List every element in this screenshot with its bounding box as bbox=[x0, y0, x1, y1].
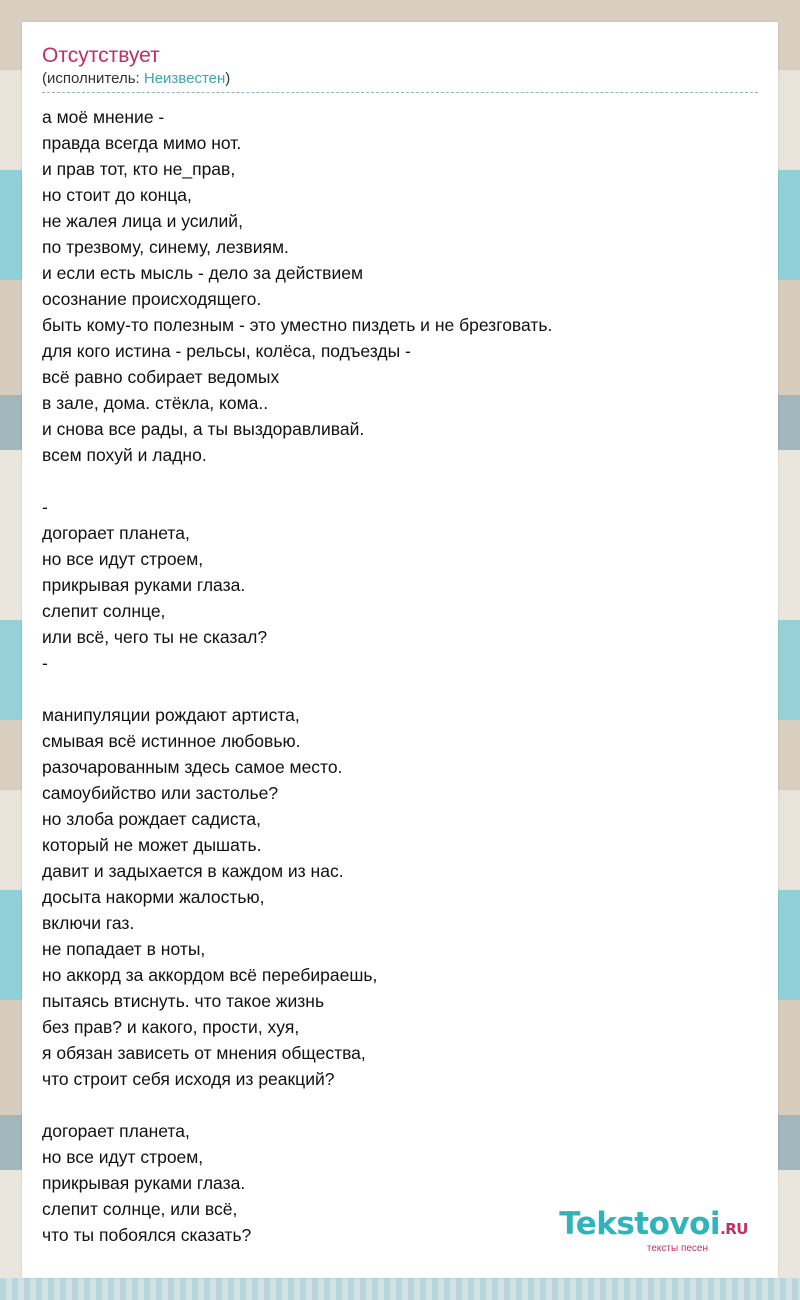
lyric-line: для кого истина - рельсы, колёса, подъезды - bbox=[42, 341, 411, 361]
lyric-line: - bbox=[42, 497, 48, 517]
performer-prefix: (исполнитель: bbox=[42, 70, 144, 87]
lyric-line: не жалея лица и усилий, bbox=[42, 211, 243, 231]
lyric-line: что ты побоялся сказать? bbox=[42, 1225, 252, 1245]
lyric-line: но стоит до конца, bbox=[42, 185, 192, 205]
lyric-line: правда всегда мимо нот. bbox=[42, 133, 242, 153]
lyric-blank-line bbox=[42, 1092, 758, 1118]
lyric-line: давит и задыхается в каждом из нас. bbox=[42, 861, 344, 881]
lyric-line: я обязан зависеть от мнения общества, bbox=[42, 1043, 366, 1063]
site-watermark[interactable] bbox=[538, 1206, 748, 1256]
watermark-subtitle: тексты песен bbox=[646, 1243, 708, 1254]
background-stripe-bottom bbox=[0, 1278, 800, 1300]
lyric-line: манипуляции рождают артиста, bbox=[42, 705, 300, 725]
lyric-line: прикрывая руками глаза. bbox=[42, 575, 246, 595]
lyric-line: слепит солнце, bbox=[42, 601, 166, 621]
lyric-line: но злоба рождает садиста, bbox=[42, 809, 262, 829]
lyric-line: который не может дышать. bbox=[42, 835, 262, 855]
lyric-line: самоубийство или застолье? bbox=[42, 783, 279, 803]
lyric-line: но все идут строем, bbox=[42, 1147, 204, 1167]
lyric-line: но все идут строем, bbox=[42, 549, 204, 569]
lyric-line: догорает планета, bbox=[42, 1121, 190, 1141]
lyric-line: разочарованным здесь самое место. bbox=[42, 757, 343, 777]
watermark-logo bbox=[538, 1206, 748, 1247]
lyric-line: но аккорд за аккордом всё перебираешь, bbox=[42, 965, 378, 985]
lyric-line: прикрывая руками глаза. bbox=[42, 1173, 246, 1193]
lyric-line: смывая всё истинное любовью. bbox=[42, 731, 301, 751]
performer-suffix: ) bbox=[225, 70, 231, 87]
lyric-line: всё равно собирает ведомых bbox=[42, 367, 280, 387]
lyric-line: и если есть мысль - дело за действием bbox=[42, 263, 363, 283]
lyric-line: быть кому-то полезным - это уместно пиздеть и не брезговать. bbox=[42, 315, 553, 335]
watermark-tld: .RU bbox=[720, 1220, 748, 1238]
performer-link[interactable]: Неизвестен bbox=[143, 70, 226, 87]
lyrics-body bbox=[42, 104, 758, 1248]
performer-line bbox=[42, 70, 758, 88]
lyric-line: догорает планета, bbox=[42, 523, 190, 543]
lyric-line: без прав? и какого, прости, хуя, bbox=[42, 1017, 300, 1037]
lyric-line: и снова все рады, а ты выздоравливай. bbox=[42, 419, 365, 439]
lyric-line: всем похуй и ладно. bbox=[42, 445, 207, 465]
lyric-line: что строит себя исходя из реакций? bbox=[42, 1069, 335, 1089]
lyric-line: слепит солнце, или всё, bbox=[42, 1199, 238, 1219]
song-title: Отсутствует bbox=[42, 44, 160, 67]
lyric-line: осознание происходящего. bbox=[42, 289, 262, 309]
lyric-line: не попадает в ноты, bbox=[42, 939, 206, 959]
lyric-line: или всё, чего ты не сказал? bbox=[42, 627, 268, 647]
lyric-line: - bbox=[42, 653, 48, 673]
lyric-line: включи газ. bbox=[42, 913, 135, 933]
song-header bbox=[42, 42, 758, 93]
lyric-line: досыта накорми жалостью, bbox=[42, 887, 265, 907]
watermark-brand: Tekstovoi bbox=[559, 1206, 721, 1242]
lyric-line: по трезвому, синему, лезвиям. bbox=[42, 237, 289, 257]
lyric-line: а моё мнение - bbox=[42, 107, 165, 127]
lyric-line: пытаясь втиснуть. что такое жизнь bbox=[42, 991, 325, 1011]
lyric-blank-line bbox=[42, 676, 758, 702]
lyric-line: в зале, дома. стёкла, кома.. bbox=[42, 393, 269, 413]
lyrics-card bbox=[22, 22, 778, 1278]
lyric-line: и прав тот, кто не_прав, bbox=[42, 159, 236, 179]
lyric-blank-line bbox=[42, 468, 758, 494]
